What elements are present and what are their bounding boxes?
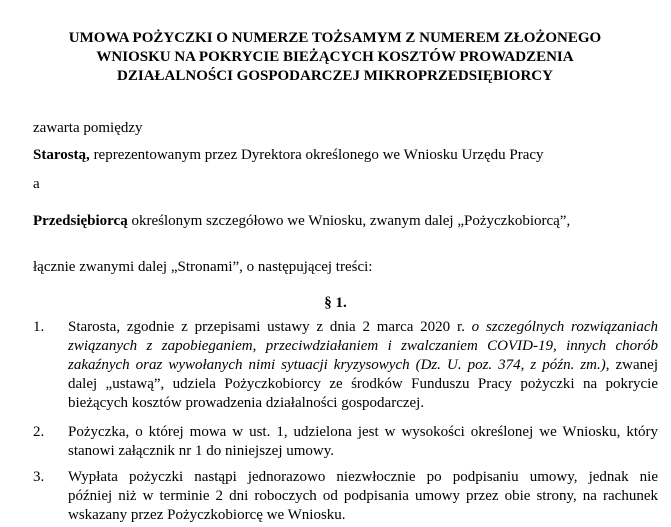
concluded-between: zawarta pomiędzy — [33, 120, 143, 136]
document-title — [20, 29, 650, 86]
party-1 — [33, 146, 544, 165]
item-line: bieżących kosztów prowadzenia działalności gospodarczej. — [68, 395, 425, 411]
item-text — [68, 318, 658, 413]
item-line: stanowi załącznik nr 1 do niniejszej umowy. — [68, 443, 335, 459]
item-number: 2. — [33, 424, 45, 440]
item-text-segment: Starosta, zgodnie z przepisami ustawy z dnia 2 marca 2020 r. — [68, 319, 472, 335]
item-line: dalej „ustawą”, udziela Pożyczkobiorcy ze środków Funduszu Pracy pożyczki na pokrycie — [68, 376, 658, 392]
item-line: związanych z zapobieganiem, przeciwdziałaniem i zwalczaniem COVID-19, innych chorób — [68, 338, 658, 354]
item-text — [68, 468, 658, 525]
item-line — [68, 318, 658, 337]
item-line: Wypłata pożyczki nastąpi jednorazowo niezwłocznie po podpisaniu umowy, jednak nie — [68, 469, 658, 485]
title-line-1: UMOWA POŻYCZKI O NUMERZE TOŻSAMYM Z NUMEREM ZŁOŻONEGO — [68, 30, 602, 46]
title-line-2: WNIOSKU NA POKRYCIE BIEŻĄCYCH KOSZTÓW PROWADZENIA — [96, 49, 574, 65]
item-text — [68, 423, 658, 461]
jointly-clause: łącznie zwanymi dalej „Stronami”, o następującej treści: — [33, 259, 373, 275]
item-text-segment: o szczególnych rozwiązaniach — [471, 319, 659, 335]
party-1-name: Starostą, — [33, 147, 90, 163]
item-text-segment: , zwanej — [605, 357, 658, 373]
section-heading: § 1. — [324, 295, 347, 311]
item-line: później niż w terminie 2 dni roboczych od podpisania umowy przez obie strony, na rachunek — [68, 488, 658, 504]
party-2-description: określonym szczegółowo we Wniosku, zwanym dalej „Pożyczkobiorcą”, — [127, 213, 571, 229]
item-line: Pożyczka, o której mowa w ust. 1, udzielona jest w wysokości określonej we Wniosku, który — [68, 424, 658, 440]
conjunction-and: a — [33, 176, 40, 192]
item-line — [68, 356, 658, 375]
item-number: 3. — [33, 469, 45, 485]
item-text-segment: zakaźnych oraz wywołanych nimi sytuacji kryzysowych (Dz. U. poz. 374, z późn. zm.) — [68, 357, 606, 373]
item-number: 1. — [33, 319, 45, 335]
item-line: wskazany przez Pożyczkobiorcę we Wniosku. — [68, 507, 346, 523]
title-line-3: DZIAŁALNOŚCI GOSPODARCZEJ MIKROPRZEDSIĘBIORCY — [117, 68, 553, 84]
party-2-name: Przedsiębiorcą — [33, 213, 128, 229]
party-2 — [33, 212, 570, 231]
party-1-description: reprezentowanym przez Dyrektora określonego we Wniosku Urzędu Pracy — [89, 147, 544, 163]
